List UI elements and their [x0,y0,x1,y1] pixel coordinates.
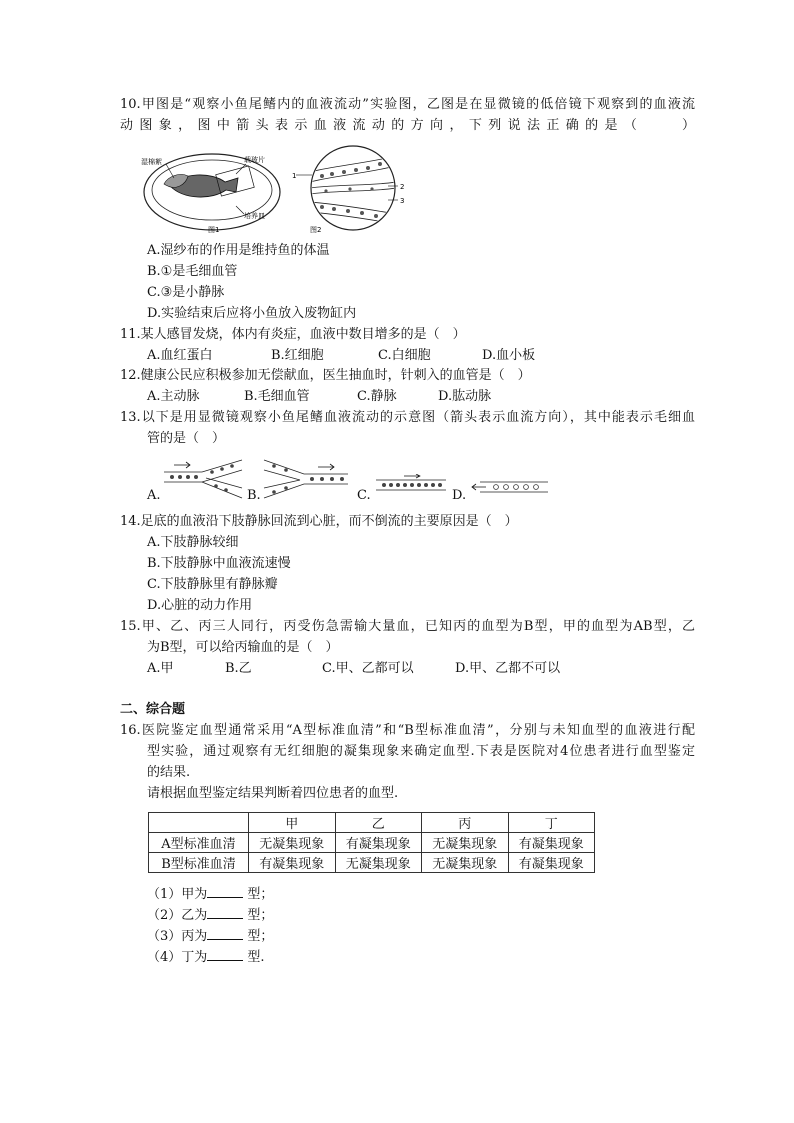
q16-stem-line2: 型实验，通过观察有无红细胞的凝集现象来确定血型.下表是医院对4位患者进行血型鉴定 [147,744,695,759]
table-cell: 有凝集现象 [335,833,422,853]
q13-figure-d [470,478,550,496]
fish-experiment-figure [140,142,283,234]
q12-option-c: C.静脉 [357,389,397,404]
q15-option-d: D.甲、乙都不可以 [455,661,561,676]
q13-figure-a [162,458,246,500]
q13-label-b: B. [247,488,261,503]
q12-option-a: A.主动脉 [147,389,200,404]
q13-figure-b [262,458,350,500]
q16-answer-2 [147,905,273,926]
q10-option-c: C.③是小静脉 [147,285,225,300]
q10-stem-line2: 动图象，图中箭头表示血液流动的方向，下列说法正确的是（ ） [120,118,695,133]
answer-blank[interactable] [207,884,243,898]
q13-stem-line1: 13.以下是用显微镜观察小鱼尾鳍血液流动的示意图（箭头表示血流方向），其中能表示毛细血 [120,410,695,425]
section-title: 二、综合题 [120,702,186,717]
q16-answer-1 [147,884,273,905]
q11-stem: 11.某人感冒发烧，体内有炎症，血液中数目增多的是（ ） [120,327,466,342]
q14-option-d: D.心脏的动力作用 [147,598,253,613]
q10-option-b: B.①是毛细血管 [147,264,238,279]
table-cell: 无凝集现象 [335,853,422,873]
answer-blank[interactable] [207,926,243,940]
table-cell: 有凝集现象 [508,833,595,853]
fig1-label-c: 培养皿 [244,212,265,220]
answer-suffix: 型. [247,950,265,965]
fig2-caption: 图2 [310,226,322,234]
blood-flow-microscope-figure [292,142,410,234]
q15-option-a: A.甲 [147,661,174,676]
table-header-cell: 丙 [422,813,509,833]
table-cell: 有凝集现象 [508,853,595,873]
table-row [149,853,595,873]
fig1-caption: 图1 [208,226,220,234]
q12-option-d: D.肱动脉 [438,389,492,404]
answer-suffix: 型； [247,929,274,944]
q16-stem-line3: 的结果. [147,765,191,780]
q16-answer-4 [147,947,265,968]
q14-option-a: A.下肢静脉较细 [147,535,239,550]
table-cell: 无凝集现象 [422,833,509,853]
fig2-number-2: 2 [400,183,405,191]
q10-option-a: A.湿纱布的作用是维持鱼的体温 [147,243,330,258]
table-row [149,833,595,853]
table-header-cell: 丁 [508,813,595,833]
table-header-row [149,813,595,833]
answer-prefix: （3）丙为 [147,929,208,944]
q14-option-c: C.下肢静脉里有静脉瓣 [147,577,278,592]
q16-stem-line4: 请根据血型鉴定结果判断着四位患者的血型. [147,786,399,801]
blood-type-table [148,812,595,873]
q11-option-a: A.血红蛋白 [147,348,213,363]
q16-answer-3 [147,926,273,947]
q16-stem-line1: 16.医院鉴定血型通常采用“A型标准血清”和“B型标准血清”，分别与未知血型的血液进行配 [120,723,695,738]
q12-option-b: B.毛细血管 [244,389,310,404]
answer-blank[interactable] [207,947,243,961]
table-header-cell: 乙 [335,813,422,833]
q11-option-d: D.血小板 [482,348,536,363]
table-cell: 无凝集现象 [422,853,509,873]
q13-label-a: A. [147,488,161,503]
q11-option-b: B.红细胞 [271,348,324,363]
q10-option-d: D.实验结束后应将小鱼放入废物缸内 [147,306,357,321]
q13-stem-line2: 管的是（ ） [147,431,226,446]
answer-blank[interactable] [207,905,243,919]
q15-stem-line2: 为B型，可以给丙输血的是（ ） [147,640,339,655]
table-cell: 无凝集现象 [249,833,336,853]
q13-figure-c [374,474,448,496]
answer-prefix: （2）乙为 [147,908,208,923]
answer-suffix: 型； [247,887,274,902]
fig1-label-b: 载玻片 [244,156,265,164]
answer-prefix: （1）甲为 [147,887,208,902]
fig2-number-3: 3 [400,197,405,205]
q15-option-b: B.乙 [225,661,252,676]
fig2-number-1: 1 [292,172,297,180]
fig1-label-a: 湿棉絮 [141,158,162,166]
q10-stem-line1: 10.甲图是“观察小鱼尾鳍内的血液流动”实验图，乙图是在显微镜的低倍镜下观察到的血液流 [120,97,695,112]
table-cell: 有凝集现象 [249,853,336,873]
q11-option-c: C.白细胞 [378,348,431,363]
answer-suffix: 型； [247,908,274,923]
q15-stem-line1: 15.甲、乙、丙三人同行，丙受伤急需输大量血，已知丙的血型为B型，甲的血型为AB型，乙 [120,619,695,634]
q15-option-c: C.甲、乙都可以 [322,661,414,676]
table-cell: A型标准血清 [149,833,249,853]
table-header-cell [149,813,249,833]
answer-prefix: （4）丁为 [147,950,208,965]
q14-option-b: B.下肢静脉中血液流速慢 [147,556,291,571]
q12-stem: 12.健康公民应积极参加无偿献血，医生抽血时，针刺入的血管是（ ） [120,368,531,383]
q14-stem: 14.足底的血液沿下肢静脉回流到心脏，而不倒流的主要原因是（ ） [120,514,518,529]
q13-label-c: C. [357,488,371,503]
q13-label-d: D. [452,488,467,503]
table-cell: B型标准血清 [149,853,249,873]
table-header-cell: 甲 [249,813,336,833]
